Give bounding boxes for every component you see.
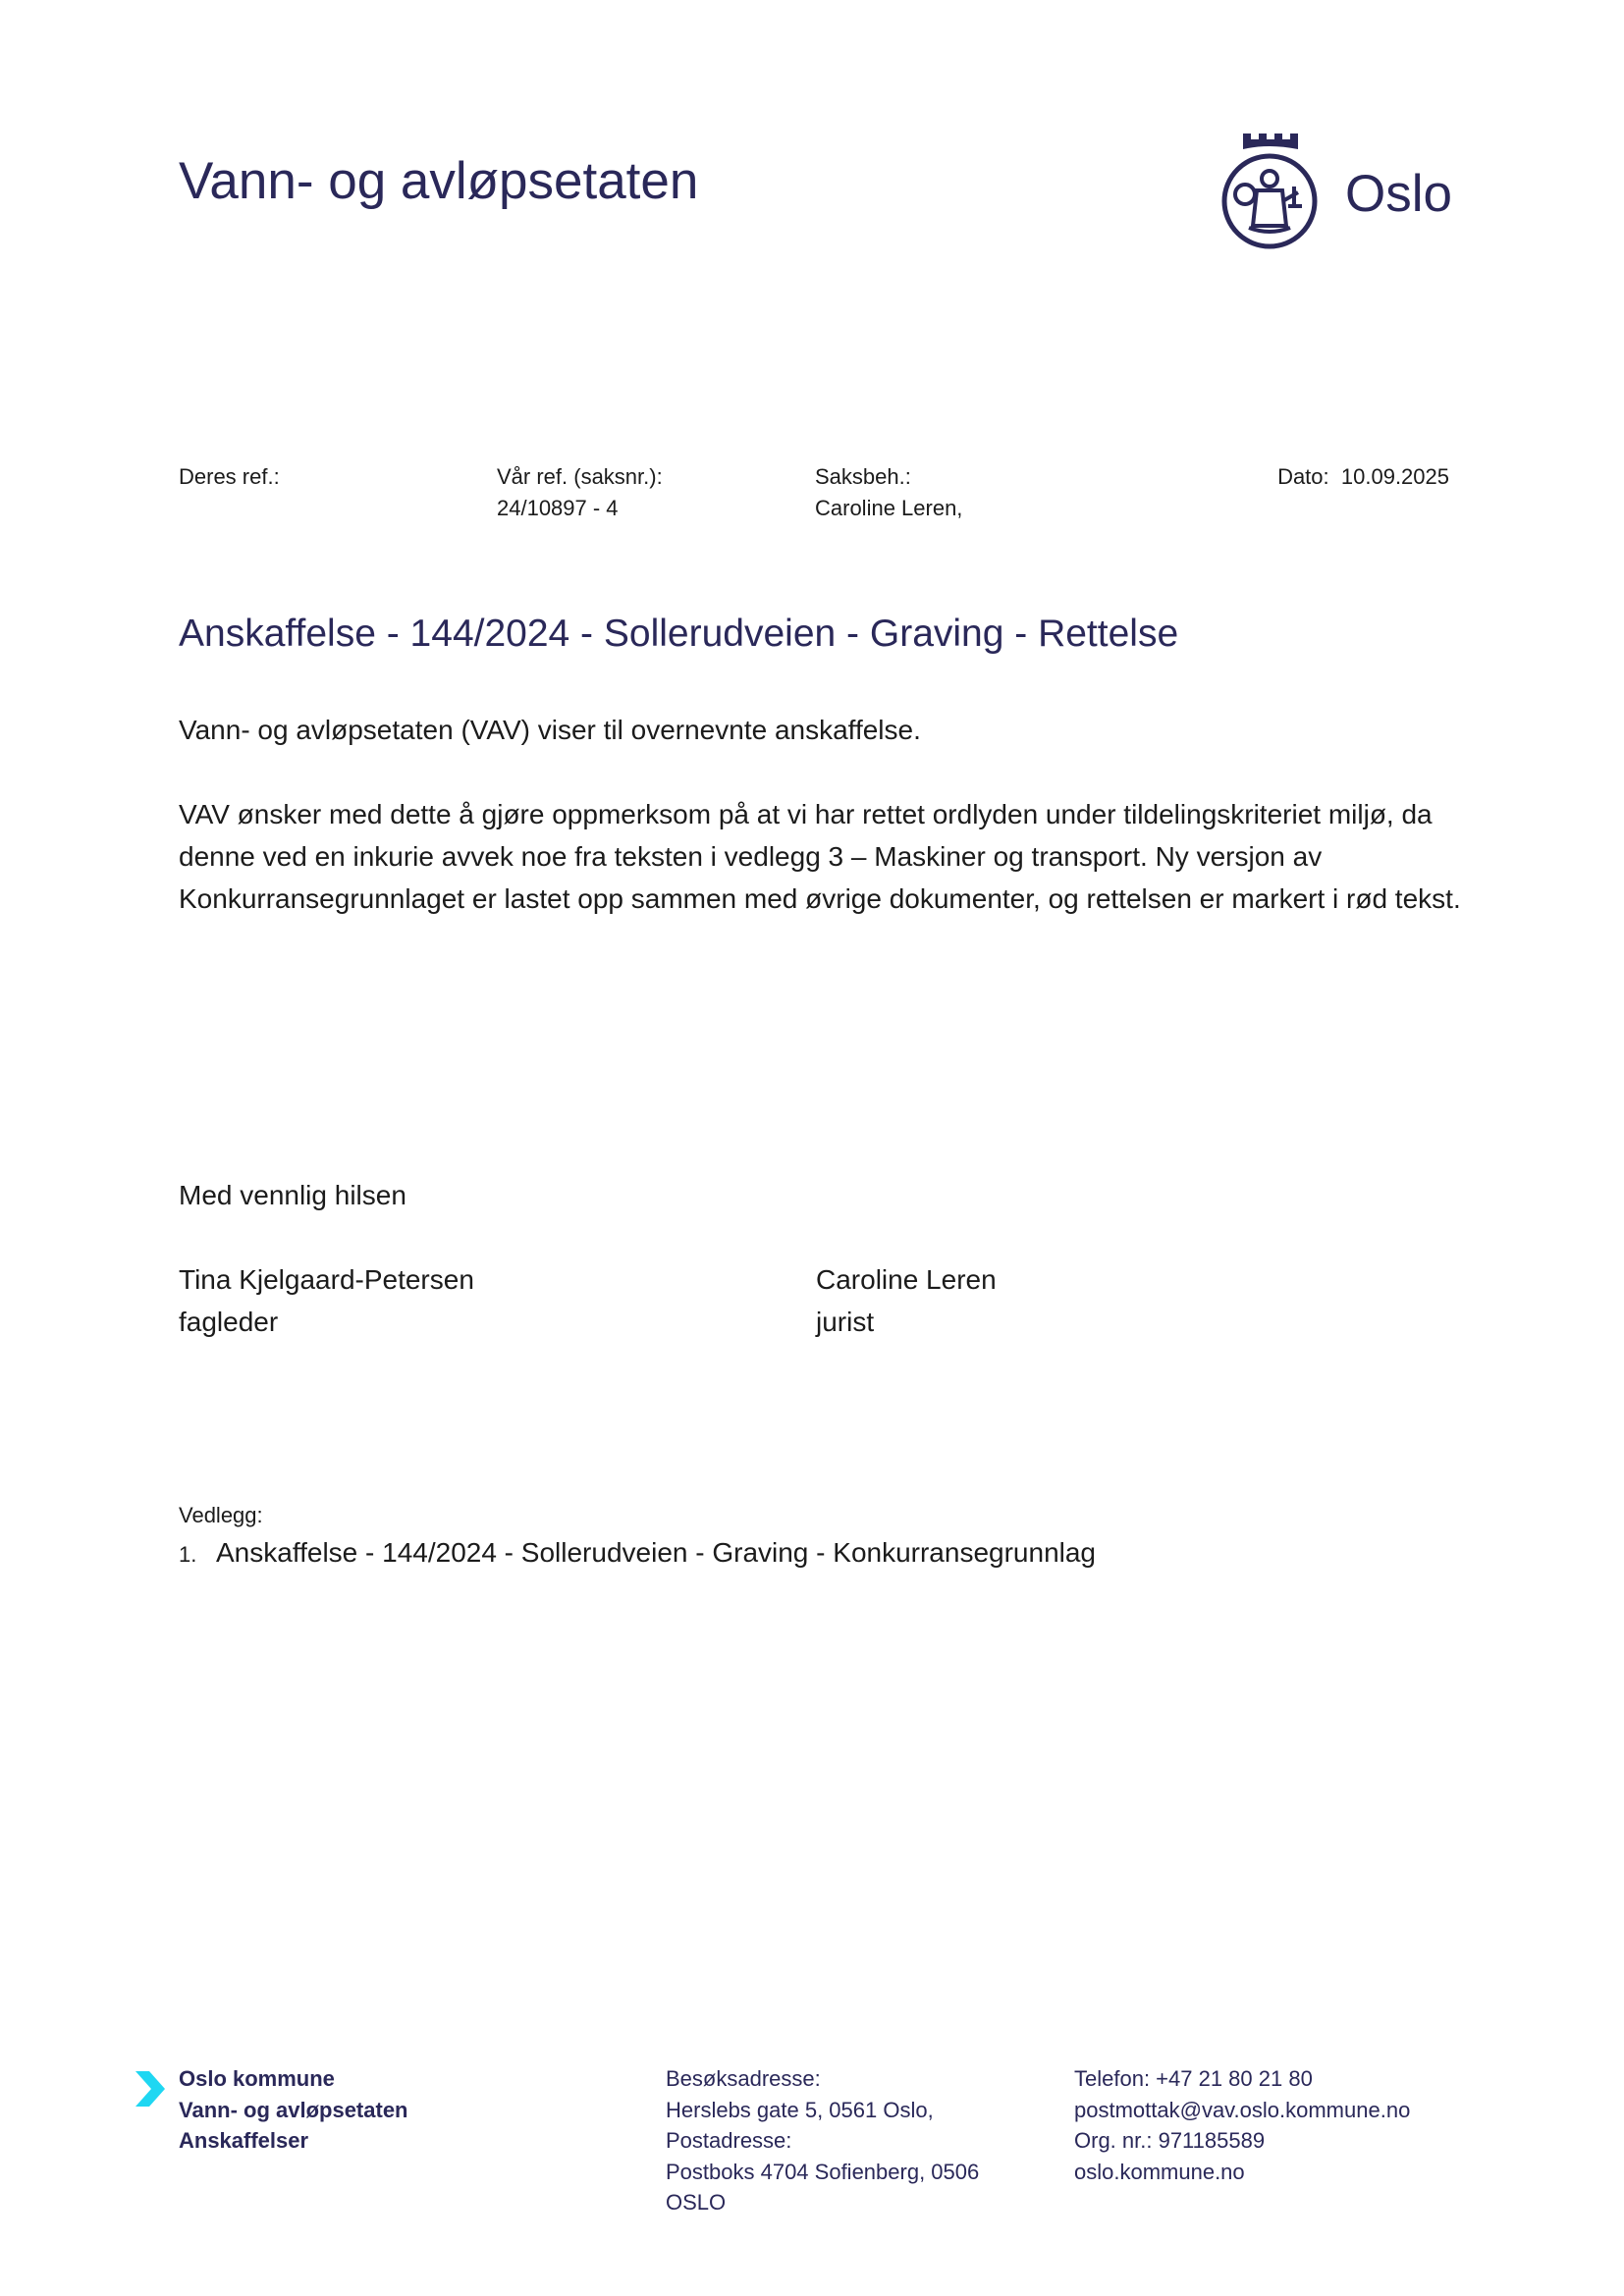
footer-address-line: Herslebs gate 5, 0561 Oslo, <box>666 2097 934 2122</box>
body-paragraph-1: Vann- og avløpsetaten (VAV) viser til overnevnte anskaffelse. <box>179 715 921 745</box>
footer-org-line: Oslo kommune <box>179 2066 335 2091</box>
logo-wordmark: Oslo <box>1345 165 1452 223</box>
signatory-name: Caroline Leren <box>816 1264 997 1295</box>
case-handler <box>815 461 962 524</box>
our-ref-label: Vår ref. (saksnr.): <box>497 464 663 489</box>
footer-address-line: Postboks 4704 Sofienberg, 0506 <box>666 2159 980 2184</box>
footer-org-line: Anskaffelser <box>179 2128 309 2153</box>
date-value: 10.09.2025 <box>1340 464 1449 489</box>
footer-org-line: Vann- og avløpsetaten <box>179 2097 408 2122</box>
oslo-city-seal-icon <box>1214 128 1331 255</box>
our-ref <box>497 461 663 524</box>
attachment-title: Anskaffelse - 144/2024 - Sollerudveien - Graving - Konkurransegrunnlag <box>216 1537 1096 1568</box>
attachment-number: 1. <box>179 1542 197 1567</box>
closing-greeting: Med vennlig hilsen <box>179 1180 406 1210</box>
footer-address <box>666 2063 979 2218</box>
case-handler-label: Saksbeh.: <box>815 464 911 489</box>
letter-subject: Anskaffelse - 144/2024 - Sollerudveien - Graving - Rettelse <box>179 613 1179 655</box>
signatory-title: fagleder <box>179 1307 279 1337</box>
oslo-logo <box>1214 128 1459 255</box>
case-handler-value: Caroline Leren, <box>815 496 963 520</box>
footer-address-line: Postadresse: <box>666 2128 792 2153</box>
their-ref <box>179 461 280 493</box>
department-title: Vann- og avløpsetaten <box>179 152 699 210</box>
our-ref-value: 24/10897 - 4 <box>497 496 619 520</box>
signatory-title: jurist <box>816 1307 875 1337</box>
signatory-1 <box>179 1258 474 1343</box>
footer-address-line: Besøksadresse: <box>666 2066 821 2091</box>
date-label: Dato: <box>1277 464 1329 489</box>
body-paragraph-2: VAV ønsker med dette å gjøre oppmerksom på at vi har rettet ordlyden under tildelingskriteriet miljø, da denne ved en inkurie avvek noe fra teksten i vedlegg 3 – Maskiner og transport. Ny versjon av Konkurransegrunnlaget er lastet opp sammen med øvrige dokumenter, og rettelsen er markert i rød tekst. <box>179 799 1461 914</box>
footer-email-link[interactable]: postmottak@vav.oslo.kommune.no <box>1074 2097 1411 2122</box>
oslo-chevron-icon <box>135 2071 165 2107</box>
footer-address-line: OSLO <box>666 2190 727 2215</box>
signatory-name: Tina Kjelgaard-Petersen <box>179 1264 474 1295</box>
signatory-2 <box>816 1258 997 1343</box>
their-ref-label: Deres ref.: <box>179 464 280 489</box>
date <box>1277 461 1449 493</box>
footer-phone: Telefon: +47 21 80 21 80 <box>1074 2066 1313 2091</box>
footer-website-link[interactable]: oslo.kommune.no <box>1074 2159 1245 2184</box>
attachment-item <box>179 1531 1096 1575</box>
footer-org-number: Org. nr.: 971185589 <box>1074 2128 1266 2153</box>
footer-organization <box>179 2063 408 2157</box>
footer-contact <box>1074 2063 1410 2187</box>
attachments-label: Vedlegg: <box>179 1503 263 1527</box>
